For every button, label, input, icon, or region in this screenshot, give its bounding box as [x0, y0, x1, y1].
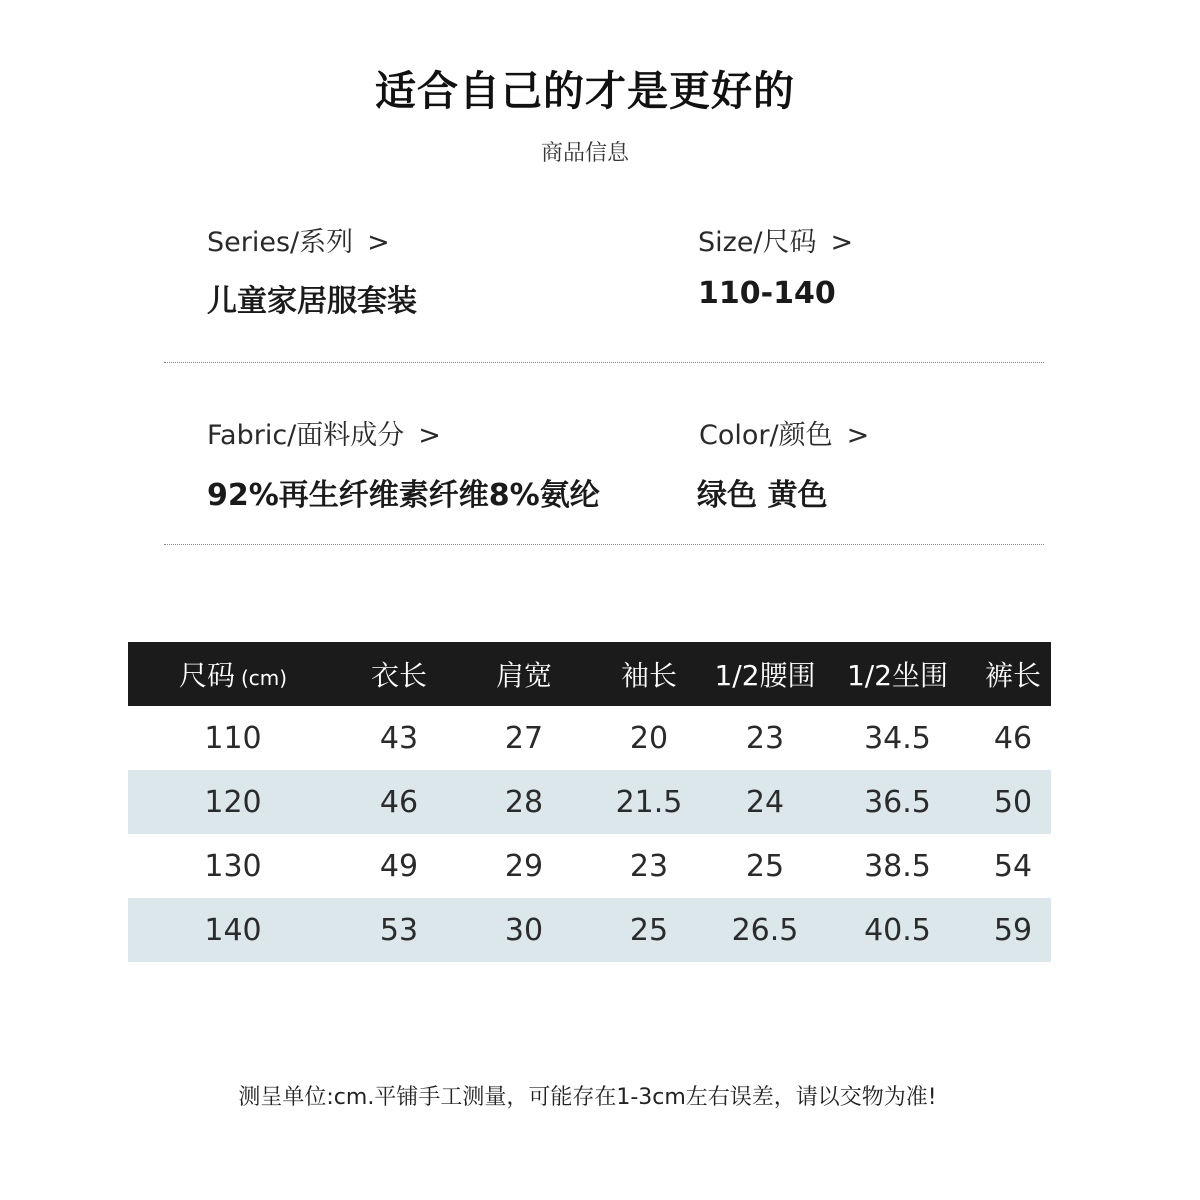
color-label	[699, 413, 869, 452]
size-value: 110-140	[698, 276, 836, 311]
table-cell: 43	[379, 720, 419, 756]
table-cell: 120	[204, 784, 262, 820]
fabric-label-text: Fabric/面料成分	[207, 420, 405, 451]
table-cell: 59	[993, 912, 1033, 948]
table-cell: 46	[993, 720, 1033, 756]
table-cell: 27	[504, 720, 544, 756]
table-cell: 110	[204, 720, 262, 756]
table-row	[128, 834, 1051, 898]
table-cell: 21.5	[615, 784, 683, 820]
table-cell: 24	[745, 784, 785, 820]
header-sleeve: 袖长	[620, 659, 677, 692]
table-cell: 140	[204, 912, 262, 948]
size-table	[128, 642, 1051, 962]
table-cell: 29	[504, 848, 544, 884]
table-cell: 49	[379, 848, 419, 884]
header-shoulder: 肩宽	[495, 659, 552, 692]
table-cell: 36.5	[864, 784, 931, 820]
table-cell: 130	[204, 848, 262, 884]
chevron-right-icon: >	[418, 420, 441, 451]
page-title: 适合自己的才是更好的	[375, 67, 795, 115]
table-cell: 20	[629, 720, 669, 756]
size-label-text: Size/尺码	[698, 227, 817, 258]
table-row	[128, 898, 1051, 962]
table-cell: 30	[504, 912, 544, 948]
header-size-text: 尺码	[178, 659, 235, 692]
header-size	[128, 654, 338, 694]
table-cell: 38.5	[864, 848, 931, 884]
header-unit: (cm)	[240, 666, 288, 690]
divider-1	[164, 362, 1044, 363]
table-cell: 53	[379, 912, 419, 948]
color-value: 绿色 黄色	[697, 478, 828, 513]
table-cell: 25	[629, 912, 669, 948]
header-pants-length: 裤长	[984, 659, 1041, 692]
page-subtitle: 商品信息	[540, 141, 629, 166]
color-label-text: Color/颜色	[699, 420, 833, 451]
table-cell: 25	[745, 848, 785, 884]
table-cell: 54	[993, 848, 1033, 884]
table-header-row	[128, 642, 1051, 706]
series-value: 儿童家居服套装	[207, 284, 417, 319]
series-label-text: Series/系列	[207, 227, 354, 258]
measurement-note: 测呈单位:cm.平铺手工测量，可能存在1-3cm左右误差，请以交物为准!	[238, 1085, 937, 1110]
table-cell: 26.5	[731, 912, 799, 948]
table-cell: 40.5	[864, 912, 931, 948]
table-cell: 23	[629, 848, 669, 884]
table-row	[128, 706, 1051, 770]
chevron-right-icon: >	[830, 227, 854, 258]
table-cell: 28	[504, 784, 544, 820]
table-cell: 34.5	[864, 720, 931, 756]
chevron-right-icon: >	[367, 227, 390, 258]
chevron-right-icon: >	[846, 420, 870, 451]
fabric-value: 92%再生纤维素纤维8%氨纶	[207, 478, 600, 513]
header-length: 衣长	[370, 659, 427, 692]
series-label	[207, 220, 390, 259]
fabric-label	[207, 413, 441, 452]
table-cell: 50	[993, 784, 1033, 820]
header-half-waist: 1/2腰围	[714, 659, 816, 692]
table-cell: 23	[745, 720, 785, 756]
table-row	[128, 770, 1051, 834]
divider-2	[164, 544, 1044, 545]
size-label	[698, 220, 853, 259]
header-half-hip: 1/2坐围	[846, 659, 949, 692]
table-cell: 46	[379, 784, 419, 820]
